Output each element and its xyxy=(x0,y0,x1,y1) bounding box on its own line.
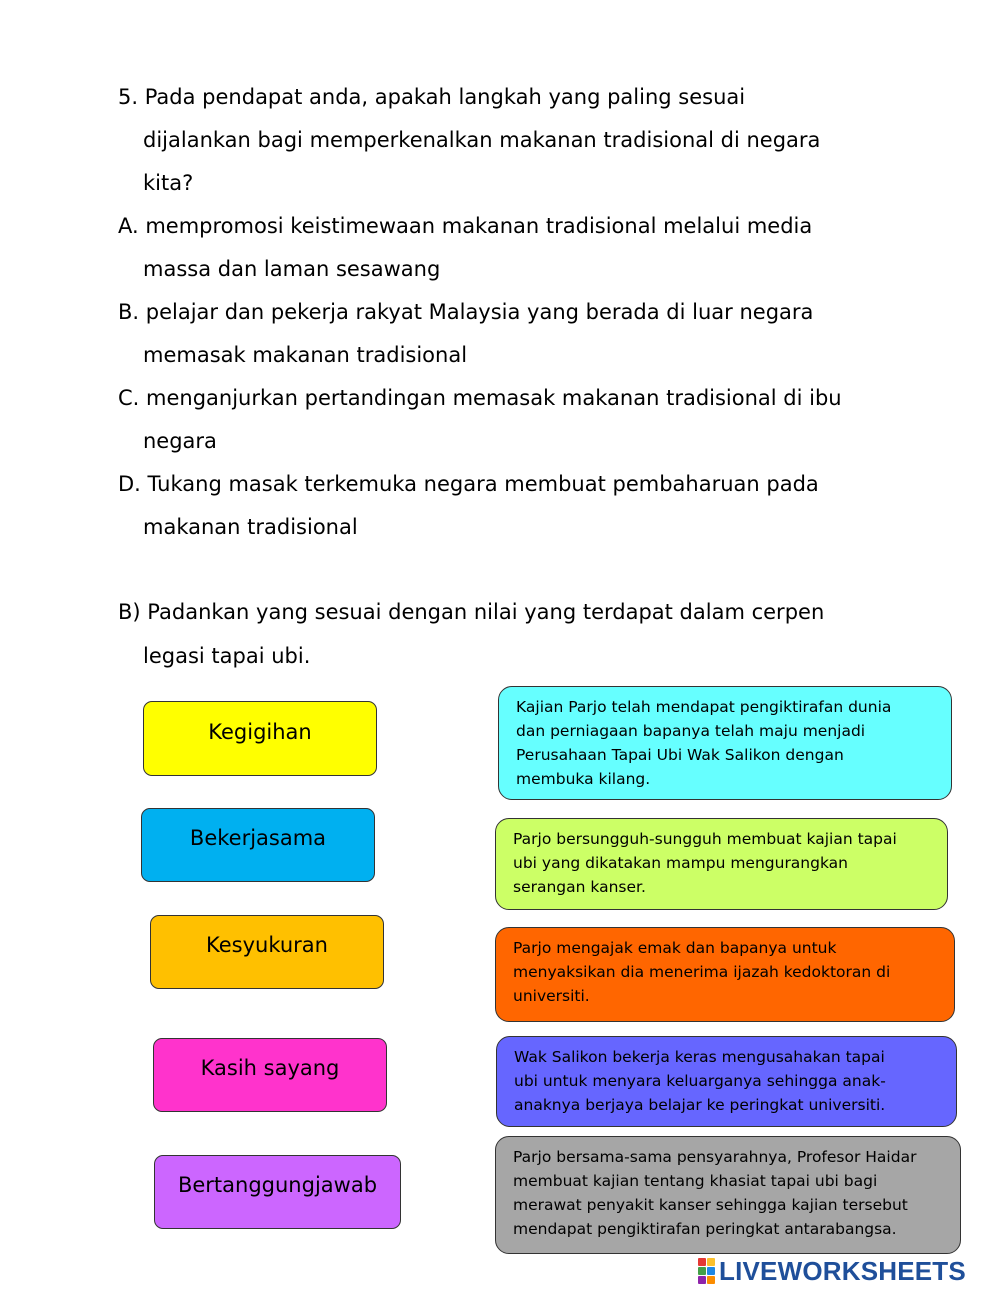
option-text-line: B. pelajar dan pekerja rakyat Malaysia yang berada di luar negara xyxy=(118,300,814,324)
definition-line: Wak Salikon bekerja keras mengusahakan tapai xyxy=(514,1048,885,1066)
term-label: Bertanggungjawab xyxy=(177,1173,378,1197)
logo-mark-icon xyxy=(698,1258,715,1284)
option-text-line: makanan tradisional xyxy=(143,515,358,539)
definition-line: Parjo bersama-sama pensyarahnya, Profesor Haidar xyxy=(513,1148,917,1166)
option-text-line: memasak makanan tradisional xyxy=(143,343,468,367)
definition-line: universiti. xyxy=(513,987,590,1005)
definition-line: ubi untuk menyara keluarganya sehingga anak- xyxy=(514,1072,886,1090)
definition-box-5[interactable] xyxy=(495,1136,961,1254)
logo-mark-square xyxy=(707,1276,715,1284)
term-box-kasih-sayang[interactable] xyxy=(153,1038,387,1112)
definition-line: membuat kajian tentang khasiat tapai ubi bagi xyxy=(513,1172,878,1190)
definition-box-3[interactable] xyxy=(495,927,955,1022)
definition-line: membuka kilang. xyxy=(516,770,651,788)
definition-box-4[interactable] xyxy=(496,1036,957,1127)
question-text-line: kita? xyxy=(143,171,194,195)
definition-line: anaknya berjaya belajar ke peringkat universiti. xyxy=(514,1096,886,1114)
instruction-line: legasi tapai ubi. xyxy=(143,644,311,668)
term-box-bekerjasama[interactable] xyxy=(141,808,375,882)
definition-box-2[interactable] xyxy=(495,818,948,910)
term-label: Kegigihan xyxy=(208,719,312,744)
liveworksheets-logo xyxy=(698,1256,966,1286)
option-text-line: C. menganjurkan pertandingan memasak makanan tradisional di ibu xyxy=(118,386,842,410)
term-label: Kesyukuran xyxy=(206,933,328,957)
option-text-line: negara xyxy=(143,429,217,453)
question-text-line: dijalankan bagi memperkenalkan makanan tradisional di negara xyxy=(143,128,821,152)
option-text-line: A. mempromosi keistimewaan makanan tradisional melalui media xyxy=(118,214,813,238)
definition-line: Perusahaan Tapai Ubi Wak Salikon dengan xyxy=(516,746,844,764)
definition-line: merawat penyakit kanser sehingga kajian tersebut xyxy=(513,1196,908,1214)
logo-mark-square xyxy=(698,1267,706,1275)
option-text-line: massa dan laman sesawang xyxy=(143,257,441,281)
definition-line: Parjo bersungguh-sungguh membuat kajian tapai xyxy=(513,830,897,848)
logo-text: LIVEWORKSHEETS xyxy=(719,1255,966,1286)
term-label: Bekerjasama xyxy=(189,826,327,850)
definition-line: ubi yang dikatakan mampu mengurangkan xyxy=(513,854,848,872)
definition-line: Kajian Parjo telah mendapat pengiktirafan dunia xyxy=(516,698,892,716)
logo-mark-square xyxy=(707,1258,715,1266)
instruction-line: B) Padankan yang sesuai dengan nilai yang terdapat dalam cerpen xyxy=(118,600,825,624)
logo-mark-square xyxy=(698,1276,706,1284)
definition-line: Parjo mengajak emak dan bapanya untuk xyxy=(513,939,837,957)
question-text-line: 5. Pada pendapat anda, apakah langkah yang paling sesuai xyxy=(118,85,746,109)
definition-line: mendapat pengiktirafan peringkat antarabangsa. xyxy=(513,1220,897,1238)
logo-mark-square xyxy=(698,1258,706,1266)
definition-line: serangan kanser. xyxy=(513,878,646,896)
definition-line: dan perniagaan bapanya telah maju menjadi xyxy=(516,722,866,740)
logo-mark-square xyxy=(707,1267,715,1275)
option-text-line: D. Tukang masak terkemuka negara membuat pembaharuan pada xyxy=(118,472,819,496)
term-box-bertanggungjawab[interactable] xyxy=(154,1155,401,1229)
definition-box-1[interactable] xyxy=(498,686,952,800)
term-box-kegigihan[interactable] xyxy=(143,701,377,776)
term-label: Kasih sayang xyxy=(200,1056,340,1080)
term-box-kesyukuran[interactable] xyxy=(150,915,384,989)
definition-line: menyaksikan dia menerima ijazah kedoktoran di xyxy=(513,963,891,981)
